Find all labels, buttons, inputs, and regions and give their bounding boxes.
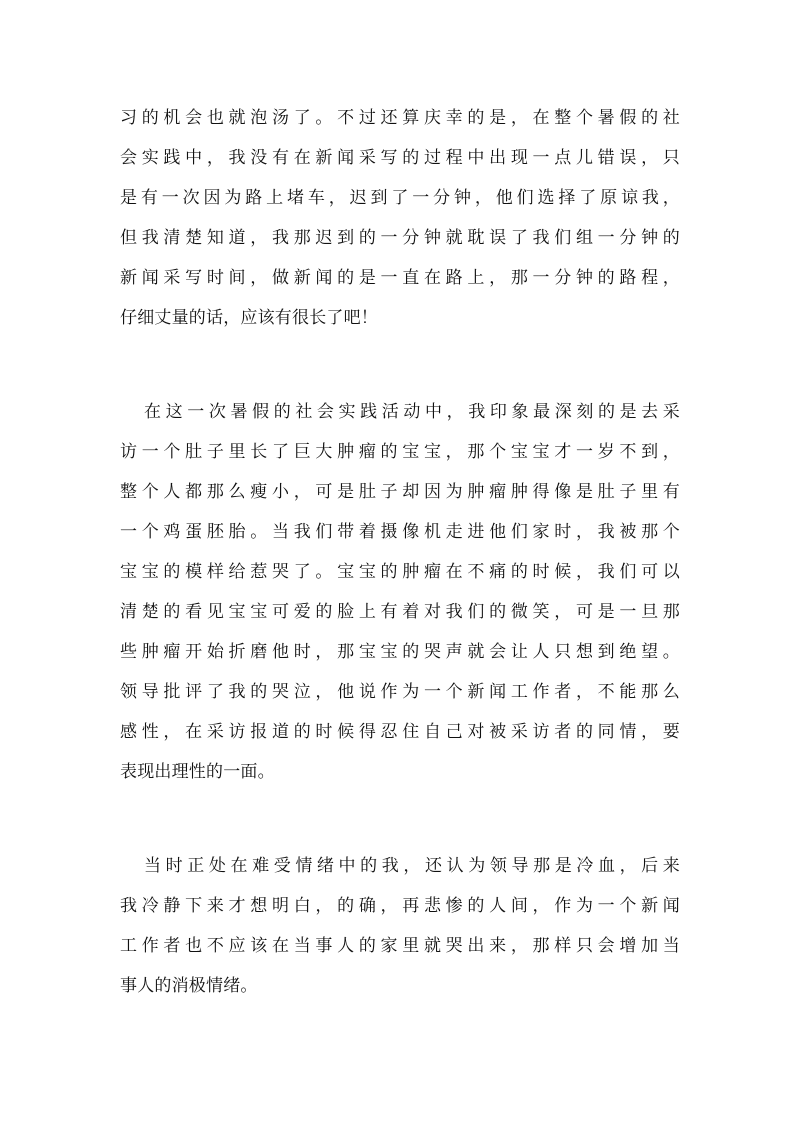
paragraph-3-line-4: 事人的消极情绪。	[120, 976, 258, 996]
paragraph-2-line-9: 感性，在采访报道的时候得忍住自己对被采访者的同情，要	[120, 722, 680, 742]
paragraph-2-line-6: 清楚的看见宝宝可爱的脸上有着对我们的微笑，可是一旦那	[120, 602, 680, 622]
paragraph-2-line-5: 宝宝的模样给惹哭了。宝宝的肿瘤在不痛的时候，我们可以	[120, 562, 680, 582]
paragraph-2-line-10: 表现出理性的一面。	[120, 762, 275, 782]
paragraph-3-line-2: 我冷静下来才想明白，的确，再悲惨的人间，作为一个新闻	[120, 896, 680, 916]
paragraph-1-line-4: 但我清楚知道，我那迟到的一分钟就耽误了我们组一分钟的	[120, 228, 680, 248]
paragraph-1-line-2: 会实践中，我没有在新闻采写的过程中出现一点儿错误，只	[120, 148, 680, 168]
paragraph-3-line-3: 工作者也不应该在当事人的家里就哭出来，那样只会增加当	[120, 936, 680, 956]
paragraph-1-line-3: 是有一次因为路上堵车，迟到了一分钟，他们选择了原谅我，	[120, 188, 680, 208]
paragraph-2-line-7: 些肿瘤开始折磨他时，那宝宝的哭声就会让人只想到绝望。	[120, 642, 680, 662]
paragraph-1-line-6: 仔细丈量的话，应该有很长了吧！	[120, 308, 378, 328]
paragraph-2-line-2: 访一个肚子里长了巨大肿瘤的宝宝，那个宝宝才一岁不到，	[120, 442, 680, 462]
paragraph-1-line-5: 新闻采写时间，做新闻的是一直在路上，那一分钟的路程，	[120, 268, 680, 288]
paragraph-3-line-1: 当时正处在难受情绪中的我，还认为领导那是冷血，后来	[144, 856, 680, 876]
paragraph-2-line-4: 一个鸡蛋胚胎。当我们带着摄像机走进他们家时，我被那个	[120, 522, 680, 542]
paragraph-2-line-3: 整个人都那么瘦小，可是肚子却因为肿瘤肿得像是肚子里有	[120, 482, 680, 502]
paragraph-2-line-1: 在这一次暑假的社会实践活动中，我印象最深刻的是去采	[144, 402, 680, 422]
paragraph-1-line-1: 习的机会也就泡汤了。不过还算庆幸的是，在整个暑假的社	[120, 108, 680, 128]
paragraph-2-line-8: 领导批评了我的哭泣，他说作为一个新闻工作者，不能那么	[120, 682, 680, 702]
